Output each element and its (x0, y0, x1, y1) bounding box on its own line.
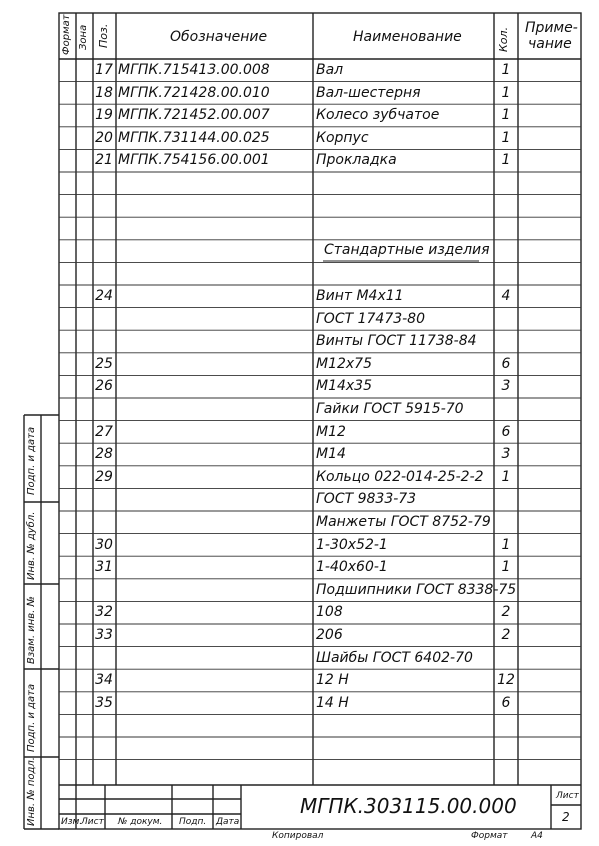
row-name: Винт М4х11 (316, 288, 404, 304)
row-pos: 19 (95, 107, 113, 124)
row-qty: 1 (501, 107, 511, 124)
header-designation: Обозначение (170, 29, 268, 45)
side-label-dup-inv: Инв. № дубл. (26, 511, 37, 580)
row-qty: 1 (501, 152, 511, 169)
header-pos: Поз. (97, 23, 110, 48)
row-name: 1-40х60-1 (316, 559, 388, 576)
row-pos: 20 (95, 129, 113, 146)
row-qty: 1 (501, 536, 511, 553)
row-designation: МГПК.754156.00.001 (118, 152, 270, 169)
row-designation: МГПК.721452.00.007 (118, 107, 270, 124)
row-name: Вал-шестерня (316, 84, 421, 101)
row-pos: 29 (95, 468, 113, 485)
row-pos: 32 (95, 604, 113, 621)
row-pos: 25 (95, 355, 113, 372)
header-name: Наименование (353, 29, 462, 45)
footer-copied: Копировал (272, 831, 324, 841)
row-qty: 1 (501, 129, 511, 146)
row-name: Гайки ГОСТ 5915-70 (316, 401, 464, 417)
row-qty: 2 (501, 604, 511, 621)
row-pos: 28 (95, 446, 113, 463)
row-name: Кольцо 022-014-25-2-2 (316, 468, 484, 485)
row-name: Манжеты ГОСТ 8752-79 (316, 514, 491, 530)
row-name: 1-30х52-1 (316, 536, 388, 553)
footer-format-value: А4 (531, 831, 543, 841)
row-name: ГОСТ 9833-73 (316, 491, 417, 508)
row-designation: МГПК.721428.00.010 (118, 84, 270, 101)
tb-col-docnum: № докум. (118, 817, 163, 827)
row-qty: 3 (501, 446, 511, 463)
row-designation: МГПК.731144.00.025 (118, 129, 270, 146)
side-label-repl-inv: Взам. инв. № (26, 596, 37, 664)
side-label-sign-date-1: Подп. и дата (26, 426, 37, 495)
header-format: Формат (61, 14, 72, 55)
row-pos: 27 (95, 423, 113, 440)
row-qty: 1 (501, 559, 511, 576)
row-designation: МГПК.715413.00.008 (118, 62, 270, 78)
row-pos: 35 (95, 694, 113, 711)
side-label-orig-inv: Инв. № подл. (26, 757, 37, 826)
row-pos: 17 (95, 62, 113, 78)
row-qty: 6 (501, 694, 511, 711)
row-pos: 24 (95, 288, 113, 304)
header-qty: Кол. (497, 26, 510, 52)
row-qty: 6 (501, 355, 511, 372)
row-qty: 3 (501, 378, 511, 395)
row-qty: 2 (501, 627, 511, 643)
row-name: ГОСТ 17473-80 (316, 310, 425, 327)
tb-col-change: Изм. (61, 817, 83, 827)
row-name: М12х75 (316, 355, 372, 372)
row-name: 12 Н (316, 672, 349, 689)
sheet-label: Лист (556, 791, 579, 801)
row-name: Прокладка (316, 152, 397, 169)
footer-format-label: Формат (471, 831, 508, 841)
row-qty: 1 (501, 468, 511, 485)
row-name: 206 (316, 627, 343, 643)
row-name: Корпус (316, 129, 369, 146)
row-pos: 34 (95, 672, 113, 689)
header-note-line1: Приме- (525, 20, 578, 36)
row-pos: 31 (95, 559, 113, 576)
row-name: 108 (316, 604, 343, 621)
row-name: Вал (316, 62, 344, 78)
row-pos: 18 (95, 84, 113, 101)
row-pos: 30 (95, 536, 113, 553)
row-name: М12 (316, 423, 346, 440)
row-name: Колесо зубчатое (316, 107, 440, 124)
side-label-sign-date-2: Подп. и дата (26, 683, 37, 752)
row-name: 14 Н (316, 694, 349, 711)
tb-col-sheet: Лист (81, 817, 104, 827)
header-zone: Зона (78, 24, 89, 50)
row-name: М14х35 (316, 378, 372, 395)
row-name: Подшипники ГОСТ 8338-75 (316, 581, 517, 598)
row-name: Шайбы ГОСТ 6402-70 (316, 649, 473, 666)
row-name: М14 (316, 446, 346, 463)
header-note-line2: чание (528, 36, 572, 52)
row-name: Винты ГОСТ 11738-84 (316, 333, 477, 350)
tb-col-date: Дата (216, 817, 240, 827)
doc-number: МГПК.303115.00.000 (300, 794, 517, 818)
row-qty: 4 (501, 288, 511, 304)
row-qty: 6 (501, 423, 511, 440)
section-heading: Стандартные изделия (324, 242, 490, 258)
row-pos: 33 (95, 627, 113, 643)
row-pos: 26 (95, 378, 113, 395)
row-qty: 1 (501, 84, 511, 101)
row-qty: 12 (497, 672, 515, 689)
row-pos: 21 (95, 152, 113, 169)
sheet-number: 2 (562, 810, 570, 824)
tb-col-sign: Подп. (179, 817, 207, 827)
row-qty: 1 (501, 62, 511, 78)
